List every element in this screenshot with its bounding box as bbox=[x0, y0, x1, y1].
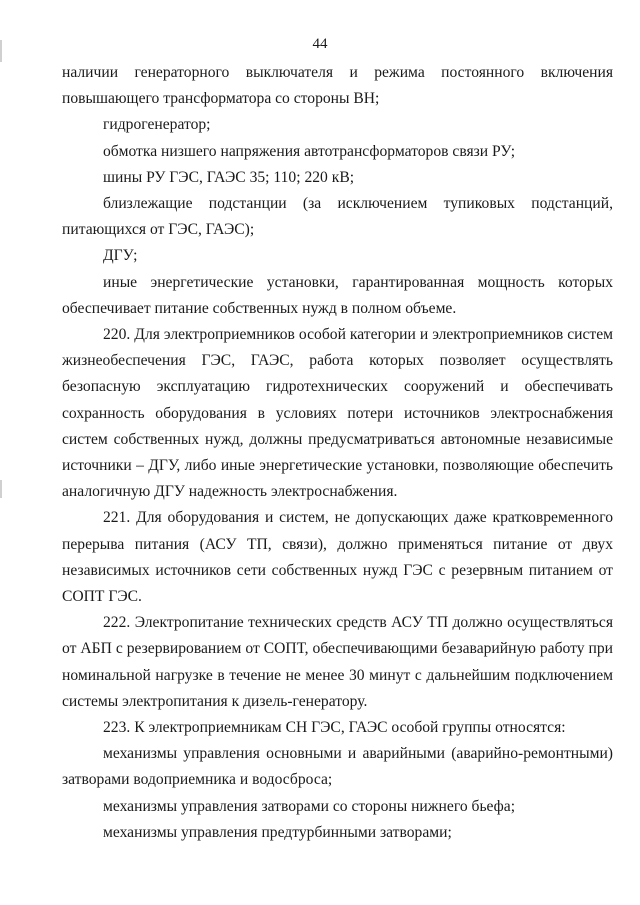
paragraph-hydrogen: гидрогенератор; bbox=[103, 116, 211, 134]
paragraph-winding: обмотка низшего напряжения автотрансформаторов связи РУ; bbox=[103, 142, 516, 160]
document-body bbox=[62, 60, 613, 846]
paragraph-220: 220. Для электроприемников особой категории и электроприемников систем жизнеобеспечения ГЭС, ГАЭС, работа которых позволяет осуществлять безопасную эксплуатацию гидротехнических сооружений и обеспечивать сохранность оборудования в условиях потери источников электроснабжения систем собственных нужд, должны предусматриваться автономные независимые источники – ДГУ, либо иные энергетические установки, позволяющие обеспечить аналогичную ДГУ надежность электроснабжения. bbox=[62, 326, 613, 501]
paragraph-222: 222. Электропитание технических средств АСУ ТП должно осуществляться от АБП с резервированием от СОПТ, обеспечивающими безаварийную работу при номинальной нагрузке в течение не менее 30 минут с дальнейшим подключением системы электропитания к дизель-генератору. bbox=[62, 614, 613, 710]
paragraph-223: 223. К электроприемникам СН ГЭС, ГАЭС особой группы относятся: bbox=[103, 719, 566, 737]
paragraph-buses: шины РУ ГЭС, ГАЭС 35; 110; 220 кВ; bbox=[103, 168, 355, 186]
paragraph-dgu: ДГУ; bbox=[103, 247, 138, 265]
paragraph-221: 221. Для оборудования и систем, не допускающих даже кратковременного перерыва питания (АСУ ТП, связи), должно применяться питание от двух независимых источников сети собственных нужд ГЭС с резервным питанием от СОПТ ГЭС. bbox=[62, 509, 613, 606]
paragraph-gates-main: механизмы управления основными и аварийными (аварийно-ремонтными) затворами водоприемника и водосброса; bbox=[62, 745, 613, 789]
scan-edge-mark bbox=[0, 480, 2, 498]
paragraph-gates-turbine: механизмы управления предтурбинными затворами; bbox=[103, 823, 452, 841]
paragraph-cont: наличии генераторного выключателя и режима постоянного включения повышающего трансформатора со стороны ВН; bbox=[62, 64, 613, 108]
paragraph-other: иные энергетические установки, гарантированная мощность которых обеспечивает питание собственных нужд в полном объеме. bbox=[62, 273, 613, 317]
paragraph-gates-lower: механизмы управления затворами со стороны нижнего бьефа; bbox=[103, 797, 516, 815]
paragraph-substations: близлежащие подстанции (за исключением тупиковых подстанций, питающихся от ГЭС, ГАЭС); bbox=[62, 195, 613, 239]
page-number: 44 bbox=[312, 36, 328, 52]
